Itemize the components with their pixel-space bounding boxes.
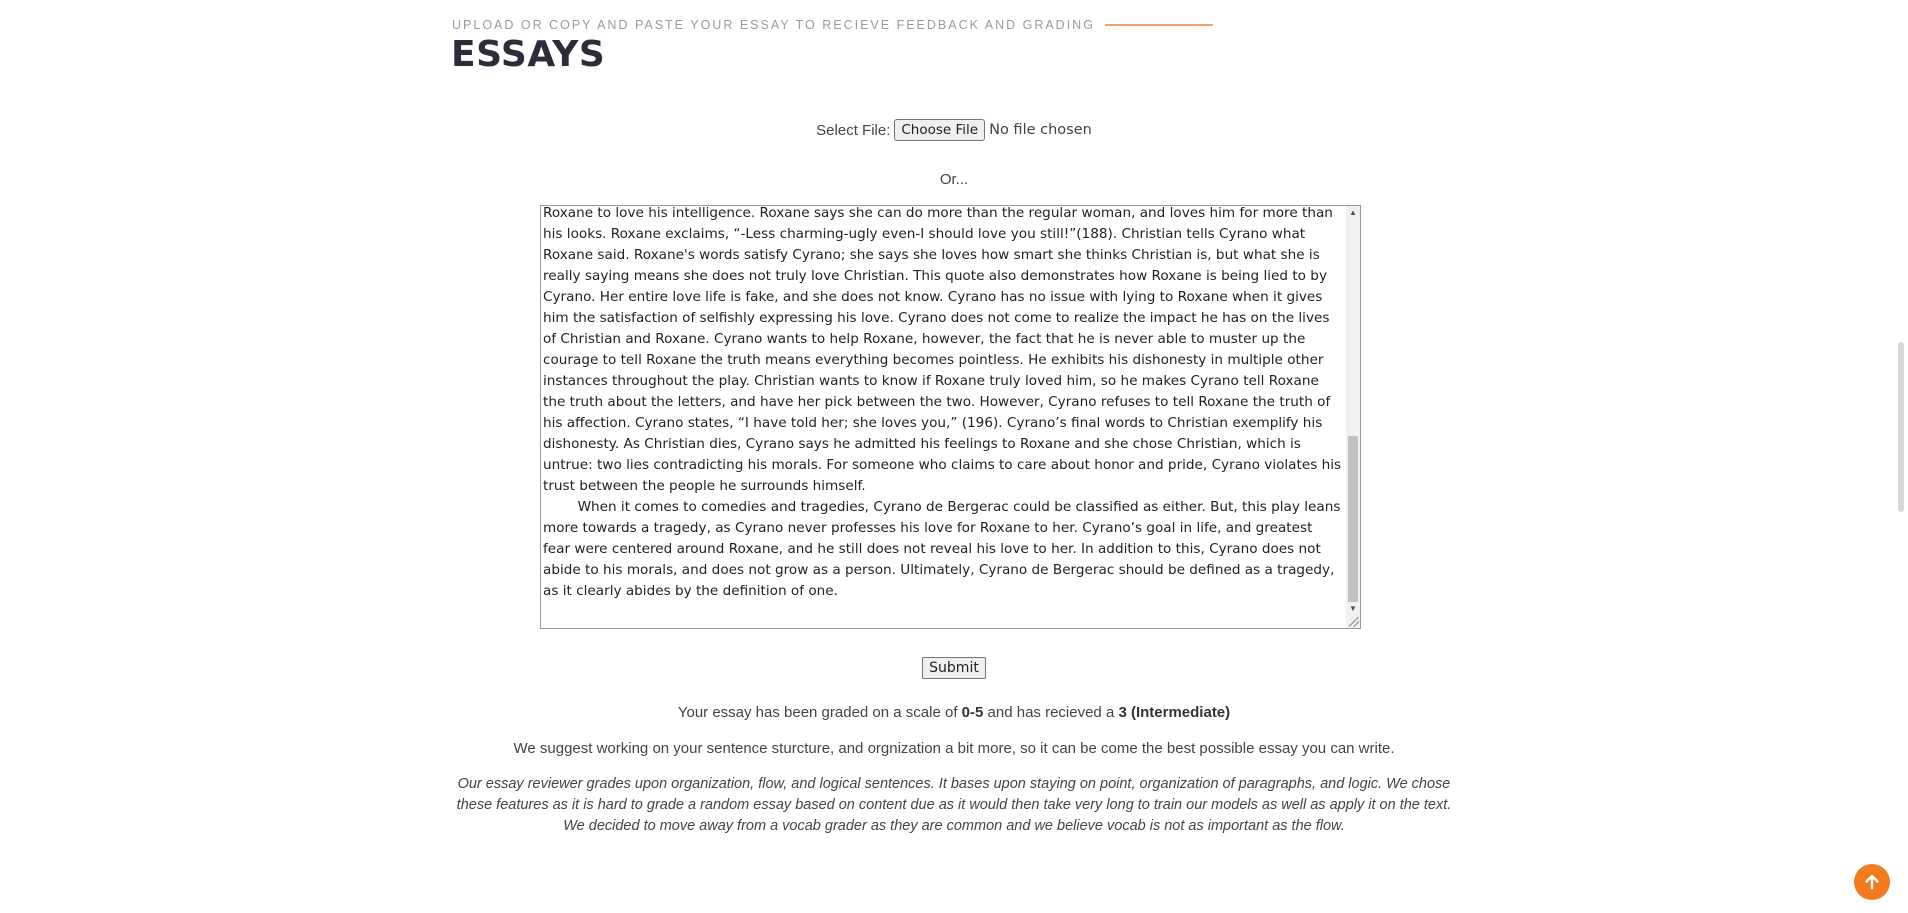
essay-textarea[interactable] bbox=[540, 205, 1361, 629]
file-upload-label: Select File: bbox=[816, 121, 891, 139]
scroll-down-arrow-icon[interactable]: ▼ bbox=[1349, 604, 1357, 613]
grade-scale: 0-5 bbox=[961, 704, 984, 721]
page-scroll-thumb[interactable] bbox=[1898, 342, 1904, 512]
file-upload-row bbox=[0, 119, 1908, 141]
result-prefix: Your essay has been graded on a scale of bbox=[677, 704, 962, 721]
result-middle: and has recieved a bbox=[983, 704, 1119, 721]
grade-value: 3 (Intermediate) bbox=[1118, 704, 1231, 721]
scroll-to-top-button[interactable] bbox=[1854, 864, 1890, 900]
page-title: ESSAYS bbox=[451, 34, 606, 75]
textarea-scrollbar[interactable] bbox=[1346, 206, 1360, 628]
essay-text[interactable]: Roxane to love his intelligence. Roxane says she can do more than the regular woman, and loves him for more than his looks. Roxane exclaims, “-Less charming-ugly even-I should love you still!”(188). Christian tells Cyrano what Roxane said. Roxane's words satisfy Cyrano; she says she loves how smart she thinks Christian is, but what she is really saying means she does not truly love Christian. This quote also demonstrates how Roxane is being lied to by Cyrano. Her entire love life is fake, and she does not know. Cyrano has no issue with lying to Roxane when it gives him the satisfaction of selfishly expressing his love. Cyrano does not come to realize the impact he has on the lives of Christian and Roxane. Cyrano wants to help Roxane, however, the fact that he is never able to muster up the courage to tell Roxane the truth means everything becomes pointless. He exhibits his dishonesty in multiple other instances throughout the play. Christian wants to know if Roxane truly loved him, so he makes Cyrano tell Roxane the truth about the letters, and have her pick between the two. However, Cyrano refuses to tell Roxane the truth of his affection. Cyrano states, “I have told her; she loves you,” (196). Cyrano’s final words to Christian exemplify his dishonesty. As Christian dies, Cyrano says he admitted his feelings to Roxane and she chose Christian, which is untrue: two lies contradicting his morals. For someone who claims to care about honor and pride, Cyrano violates his trust between the people he surrounds himself. When it comes to comedies and tragedies, Cyrano de Bergerac could be classified as either. But, this play leans more towards a tragedy, as Cyrano never professes his love for Roxane to her. Cyrano’s goal in life, and greatest fear were centered around Roxane, and he still does not reveal his love to her. In addition to this, Cyrano does not abide to his morals, and does not grow as a person. Ultimately, Cyrano de Bergerac should be defined as a tragedy, as it clearly abides by the definition of one. bbox=[543, 205, 1342, 599]
section-eyebrow bbox=[452, 18, 1213, 32]
eyebrow-accent-line bbox=[1105, 24, 1213, 26]
suggestion-text: We suggest working on your sentence sturcture, and orgnization a bit more, so it can be come the best possible essay you can write. bbox=[513, 740, 1395, 757]
submit-row bbox=[0, 657, 1908, 679]
resize-handle-icon[interactable] bbox=[1349, 617, 1359, 627]
page-scrollbar[interactable] bbox=[1894, 0, 1908, 913]
scroll-up-arrow-icon[interactable]: ▲ bbox=[1349, 208, 1357, 217]
choose-file-button[interactable]: Choose File bbox=[894, 119, 985, 141]
or-divider-text: Or... bbox=[939, 171, 969, 188]
arrow-up-icon bbox=[1863, 873, 1881, 891]
textarea-scroll-thumb[interactable] bbox=[1348, 436, 1358, 602]
submit-button[interactable]: Submit bbox=[922, 657, 986, 679]
grade-result bbox=[0, 704, 1908, 721]
eyebrow-text: UPLOAD OR COPY AND PASTE YOUR ESSAY TO RECIEVE FEEDBACK AND GRADING bbox=[452, 18, 1095, 32]
grader-description: Our essay reviewer grades upon organization, flow, and logical sentences. It bases upon staying on point, organization of paragraphs, and logic. We chose these features as it is hard to grade a random essay based on content due as it would then take very long to train our models as well as apply it on the text. We decided to move away from a vocab grader as they are common and we believe vocab is not as important as the flow. bbox=[456, 776, 1452, 834]
file-status: No file chosen bbox=[989, 122, 1092, 138]
